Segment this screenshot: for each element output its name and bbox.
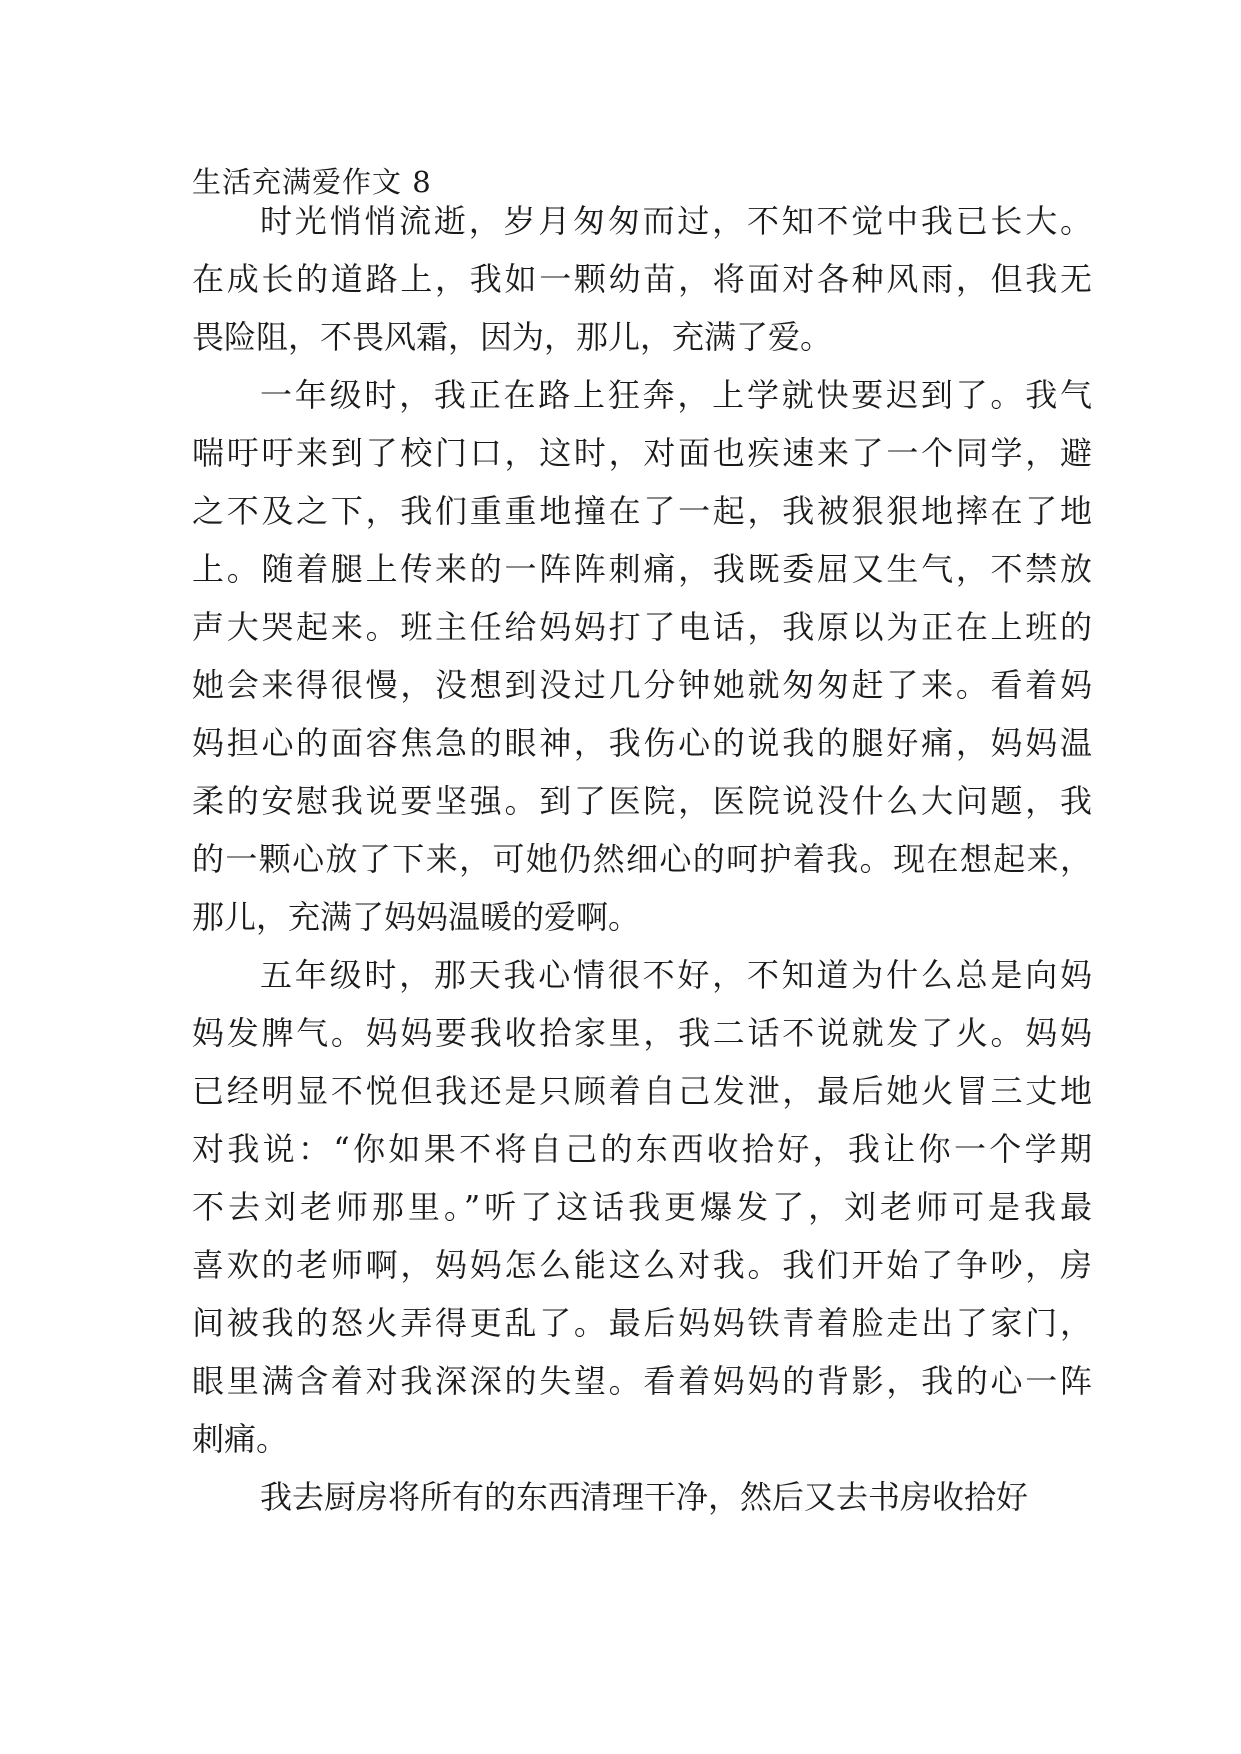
text-line: 她会来得很慢，没想到没过几分钟她就匆匆赶了来。看着妈 [192,666,1092,704]
text-line: 一年级时，我正在路上狂奔，上学就快要迟到了。我气 [260,376,1092,414]
text-line: 五年级时，那天我心情很不好，不知道为什么总是向妈 [260,956,1092,994]
text-line: 声大哭起来。班主任给妈妈打了电话，我原以为正在上班的 [192,608,1092,646]
text-line: 在成长的道路上，我如一颗幼苗，将面对各种风雨，但我无 [192,260,1092,298]
text-line: 上。随着腿上传来的一阵阵刺痛，我既委屈又生气，不禁放 [192,550,1092,588]
text-line: 刺痛。 [192,1420,289,1458]
text-line: 我去厨房将所有的东西清理干净，然后又去书房收拾好 [260,1478,1029,1516]
text-line: 喜欢的老师啊，妈妈怎么能这么对我。我们开始了争吵，房 [192,1246,1092,1284]
text-line: 的一颗心放了下来，可她仍然细心的呵护着我。现在想起来， [192,840,1092,878]
text-line: 时光悄悄流逝，岁月匆匆而过，不知不觉中我已长大。 [260,202,1092,240]
text-line: 柔的安慰我说要坚强。到了医院，医院说没什么大问题，我 [192,782,1092,820]
text-line: 那儿，充满了妈妈温暖的爱啊。 [192,898,641,936]
paragraph [192,1468,1092,1526]
paragraph [192,366,1092,946]
text-line: 妈担心的面容焦急的眼神，我伤心的说我的腿好痛，妈妈温 [192,724,1092,762]
paragraph [192,192,1092,366]
text-line: 喘吁吁来到了校门口，这时，对面也疾速来了一个同学，避 [192,434,1092,472]
text-line: 妈发脾气。妈妈要我收拾家里，我二话不说就发了火。妈妈 [192,1014,1092,1052]
text-line: 对我说：“你如果不将自己的东西收拾好，我让你一个学期 [192,1130,1092,1168]
paragraph [192,946,1092,1468]
text-line: 不去刘老师那里。”听了这话我更爆发了，刘老师可是我最 [192,1188,1092,1226]
text-line: 眼里满含着对我深深的失望。看着妈妈的背影，我的心一阵 [192,1362,1092,1400]
text-line: 已经明显不悦但我还是只顾着自己发泄，最后她火冒三丈地 [192,1072,1092,1110]
text-line: 畏险阻，不畏风霜，因为，那儿，充满了爱。 [192,318,833,356]
text-line: 间被我的怒火弄得更乱了。最后妈妈铁青着脸走出了家门， [192,1304,1092,1342]
document-title: 生活充满爱作文 8 [192,165,432,199]
document-body [192,192,1092,1526]
text-line: 之不及之下，我们重重地撞在了一起，我被狠狠地摔在了地 [192,492,1092,530]
